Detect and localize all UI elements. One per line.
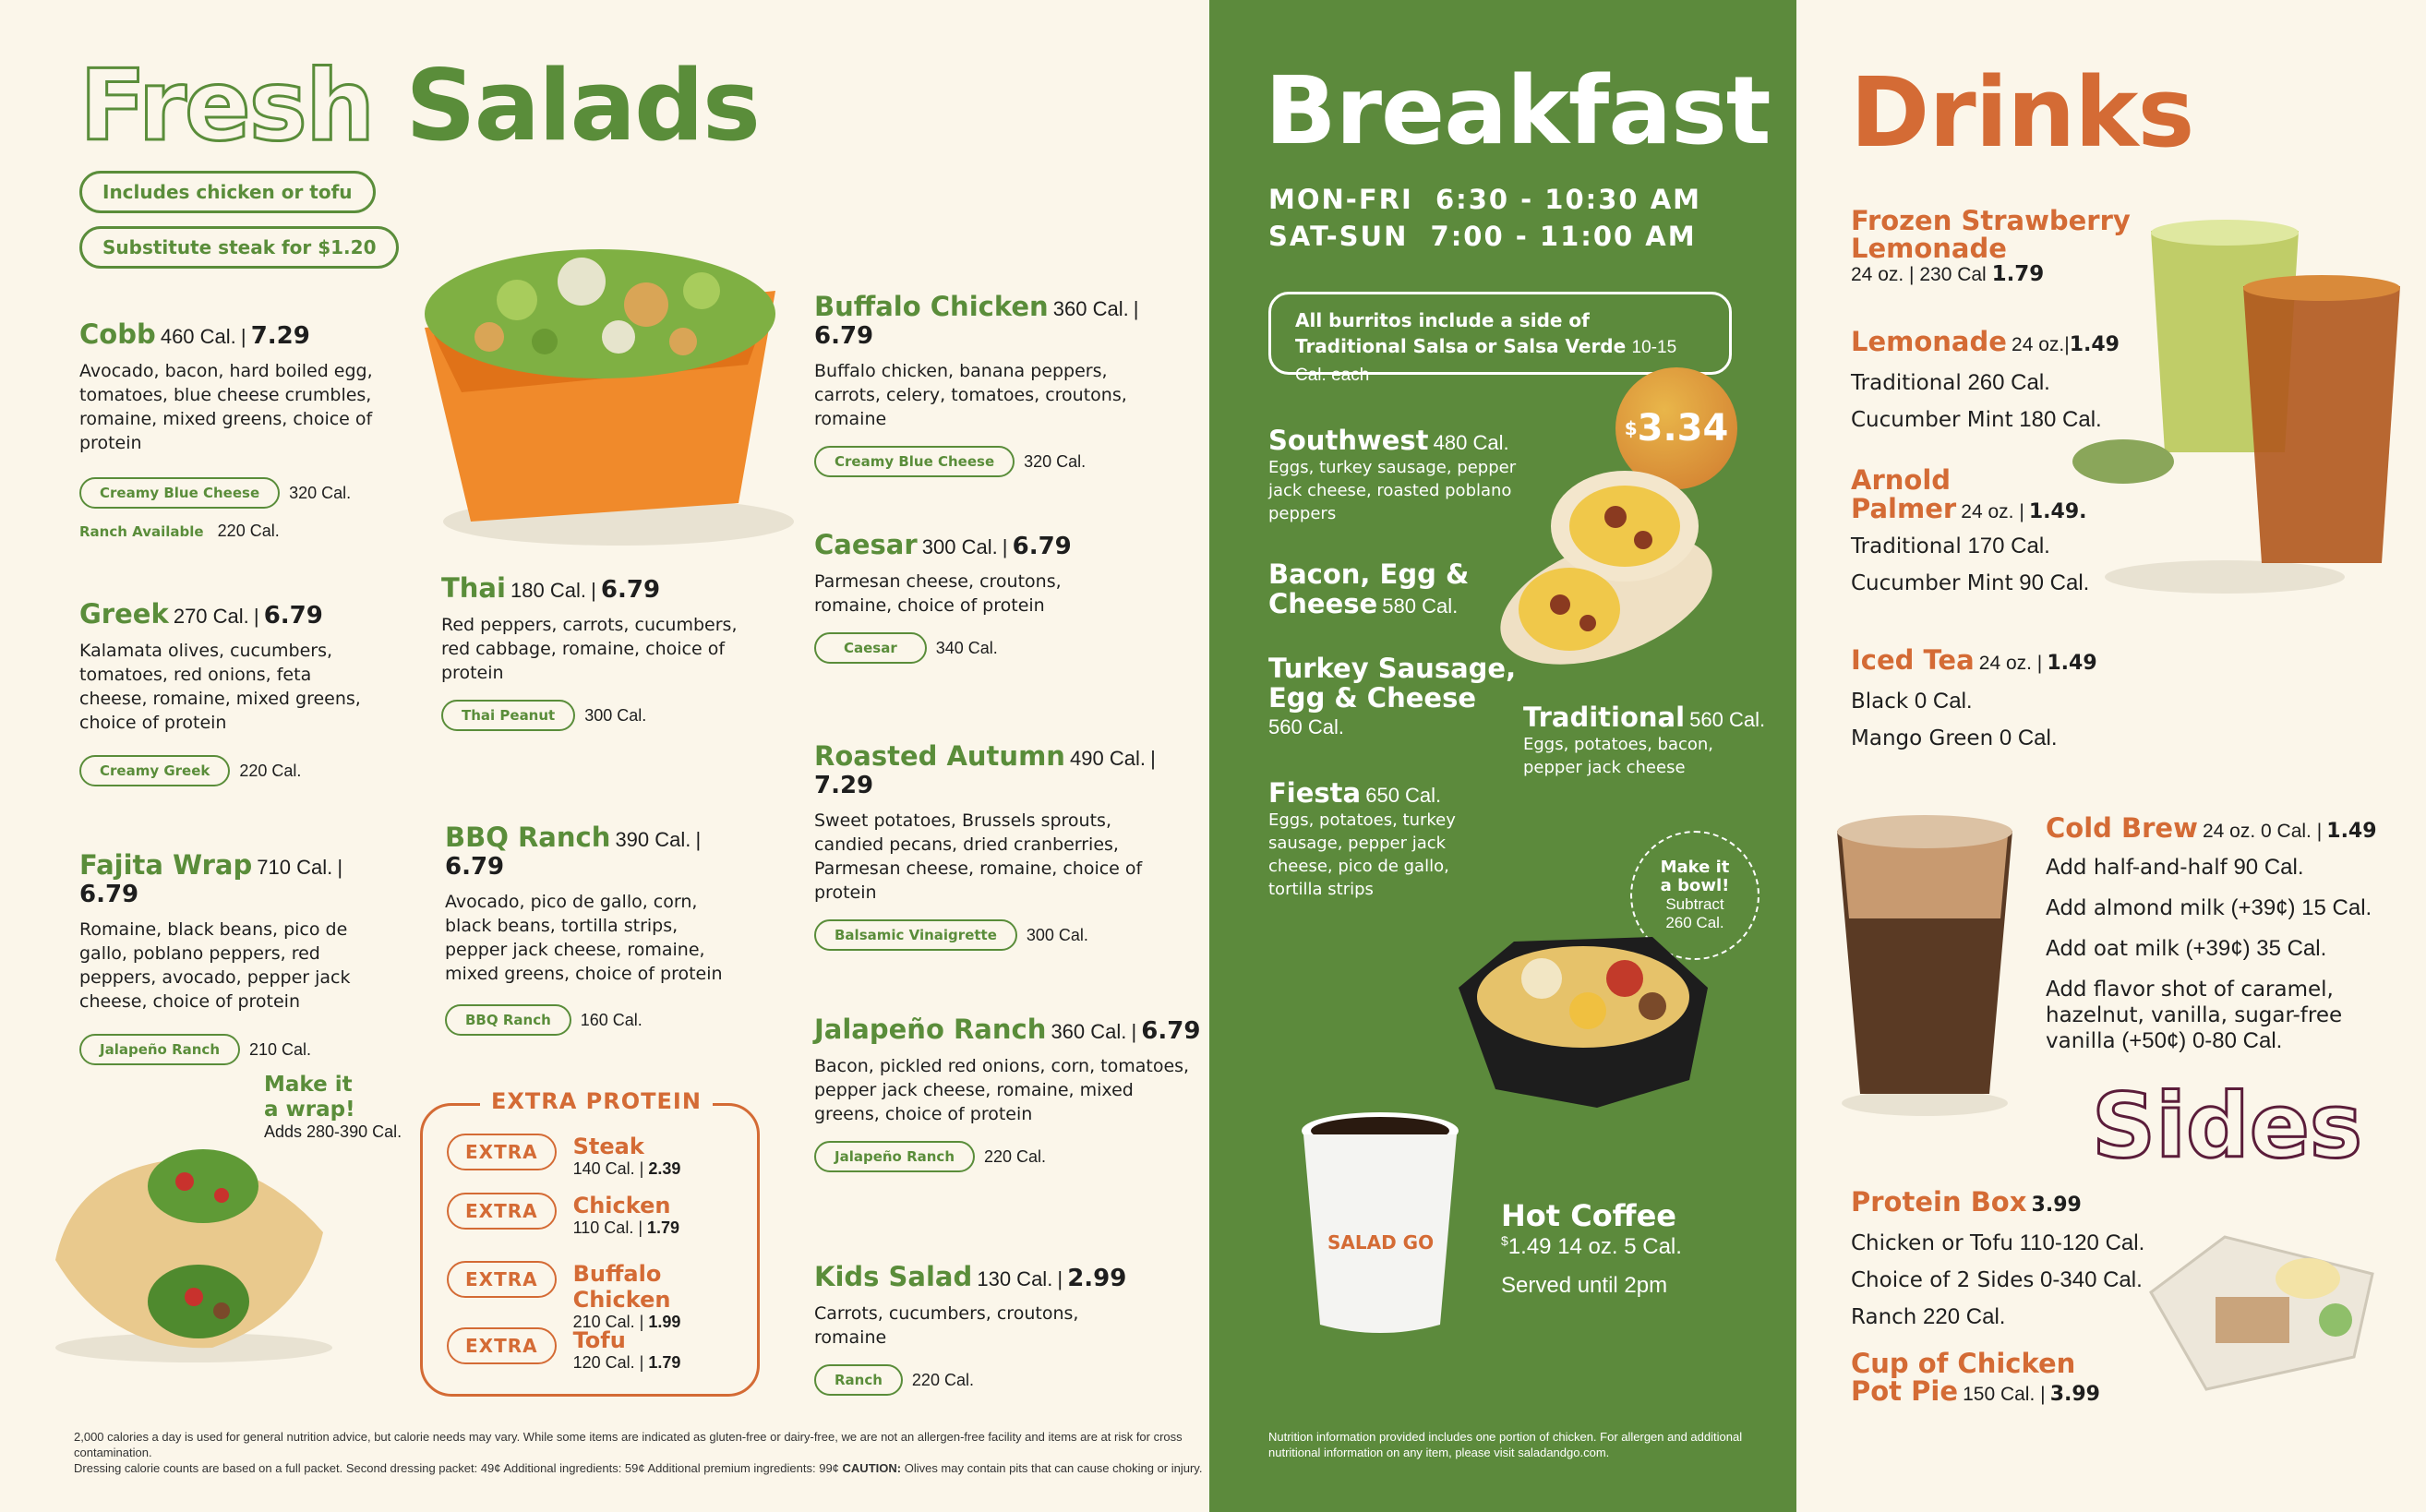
menu-item-cobb: Cobb 460 Cal. | 7.29 Avocado, bacon, hard boiled egg, tomatoes, blue cheese crumbles, romaine, mixed greens, choice of protein Creamy Blue Cheese 320 Cal. Ranch Available 220 Cal. — [79, 318, 384, 541]
bowl-line-2: a bowl! — [1660, 876, 1730, 895]
item-cal: 460 Cal. — [160, 325, 236, 348]
bowl-line-1: Make it — [1660, 858, 1730, 877]
ranch-note-cal: 220 Cal. — [217, 522, 280, 540]
extra-protein-steak: EXTRA Steak 140 Cal. | 2.39 — [447, 1134, 751, 1193]
cold-brew-add: Add oat milk — [2046, 937, 2180, 961]
extra-protein-chicken: EXTRA Chicken 110 Cal. | 1.79 — [447, 1193, 751, 1261]
item-price: 6.79 — [1012, 533, 1072, 560]
drink-option: Mango Green — [1851, 726, 1994, 750]
salads-footnote — [74, 1429, 1209, 1476]
item-desc: Buffalo chicken, banana peppers, carrots, celery, tomatoes, croutons, romaine — [814, 361, 1127, 429]
coffee-name: Hot Coffee — [1501, 1198, 1676, 1233]
drink-name-line-1: Arnold — [1851, 464, 1952, 496]
drink-size: 24 oz. | — [1961, 501, 2024, 522]
side-option: Ranch — [1851, 1305, 1917, 1329]
drink-price: 1.49. — [2028, 500, 2087, 523]
drink-cold-brew — [2046, 812, 2396, 1054]
drink-name-line-1: Frozen Strawberry — [1851, 205, 2131, 236]
item-price: 7.29 — [814, 772, 874, 799]
dressing-pill: Creamy Blue Cheese — [814, 446, 1015, 477]
item-name: Thai — [441, 572, 506, 604]
protein-name: Chicken — [572, 1193, 671, 1218]
drink-option: Traditional — [1851, 534, 1962, 558]
drink-frozen-strawberry-lemonade — [1851, 207, 2131, 286]
extra-protein-buffalo-chicken: EXTRA Buffalo Chicken 210 Cal. | 1.99 — [447, 1261, 751, 1327]
side-price: 3.99 — [2049, 1383, 2100, 1406]
item-name: Buffalo Chicken — [814, 291, 1049, 322]
item-name: Caesar — [814, 529, 918, 560]
drink-option: Cucumber Mint — [1851, 408, 2013, 432]
salad-bowl-image — [406, 226, 794, 549]
protein-price: 1.79 — [648, 1353, 681, 1372]
menu-item-roasted-autumn: Roasted Autumn 490 Cal. | 7.29 Sweet potatoes, Brussels sprouts, candied pecans, dried cranberries, Parmesan cheese, romaine, choice of protein Balsamic Vinaigrette 300 Cal. — [814, 740, 1202, 951]
menu-item-buffalo-chicken: Buffalo Chicken 360 Cal. | 6.79 Buffalo chicken, banana peppers, carrots, celery, tomatoes, croutons, romaine Creamy Blue Cheese 320 Cal. — [814, 291, 1183, 477]
hours-weekend: SAT-SUN 7:00 - 11:00 AM — [1268, 221, 1697, 252]
badge-steak: Substitute steak for $1.20 — [79, 226, 399, 269]
extra-protein-list — [447, 1134, 751, 1373]
title-fresh: Fresh — [79, 49, 374, 162]
dressing-pill: Balsamic Vinaigrette — [814, 919, 1017, 951]
item-cal: 480 Cal. — [1433, 431, 1509, 454]
dressing-pill: Jalapeño Ranch — [79, 1034, 240, 1065]
extra-protein-tofu: EXTRA Tofu 120 Cal. | 1.79 — [447, 1327, 751, 1373]
drink-option-cal: 170 Cal. — [1967, 534, 2050, 558]
item-name-line-2: Egg & Cheese — [1268, 682, 1477, 714]
side-option: Choice of 2 Sides — [1851, 1268, 2035, 1292]
extra-tag: EXTRA — [447, 1134, 557, 1170]
side-cal: 150 Cal. | — [1963, 1384, 2046, 1405]
drink-price: 1.49 — [2069, 333, 2120, 356]
item-cal: 490 Cal. — [1070, 747, 1146, 770]
side-option-cal: 110-120 Cal. — [2019, 1230, 2145, 1255]
dressing-pill: Creamy Blue Cheese — [79, 477, 280, 509]
drink-price: 1.49 — [2326, 820, 2377, 843]
drink-name: Cold Brew — [2046, 812, 2198, 844]
protein-price: 1.79 — [647, 1218, 680, 1237]
item-cal: 270 Cal. — [173, 605, 249, 628]
item-name: Southwest — [1268, 425, 1429, 456]
dressing-pill: BBQ Ranch — [445, 1004, 571, 1036]
menu-item-kids-salad: Kids Salad 130 Cal. | 2.99 Carrots, cucumbers, croutons, romaine Ranch 220 Cal. — [814, 1261, 1202, 1396]
item-cal: 360 Cal. — [1052, 297, 1129, 320]
dressing-cal: 320 Cal. — [289, 483, 352, 502]
item-name: Cobb — [79, 318, 156, 350]
coffee-size: 14 oz. 5 Cal. — [1557, 1234, 1682, 1259]
item-name: Fiesta — [1268, 777, 1362, 809]
dressing-pill: Creamy Greek — [79, 755, 230, 786]
coffee-price: 1.49 — [1507, 1234, 1552, 1259]
drink-name: Iced Tea — [1851, 644, 1975, 676]
drink-option-cal: 0 Cal. — [1999, 726, 2058, 750]
item-price: 6.79 — [445, 853, 505, 881]
breakfast-footnote: Nutrition information provided includes one portion of chicken. For allergen and additional nutritional information on any item, please visit saladandgo.com. — [1268, 1430, 1743, 1459]
item-name-line-1: Turkey Sausage, — [1268, 653, 1517, 684]
drink-size: 24 oz. | 230 Cal — [1851, 264, 1987, 285]
dressing-cal: 220 Cal. — [911, 1370, 974, 1389]
item-name: Kids Salad — [814, 1261, 973, 1292]
cold-brew-add-cal: (+50¢) 0-80 Cal. — [2121, 1028, 2283, 1053]
item-name: Traditional — [1523, 702, 1686, 733]
item-cal: 360 Cal. — [1051, 1020, 1127, 1043]
breakfast-bowl-image — [1440, 923, 1717, 1117]
side-option-cal: 0-340 Cal. — [2040, 1267, 2143, 1292]
cold-brew-add: Add half-and-half — [2046, 856, 2228, 880]
protein-name: Buffalo Chicken — [572, 1261, 671, 1313]
item-cal: 180 Cal. — [510, 579, 586, 602]
dressing-cal: 220 Cal. — [984, 1146, 1047, 1166]
side-price: 3.99 — [2031, 1194, 2082, 1217]
salads-title — [79, 49, 759, 162]
dressing-cal: 320 Cal. — [1024, 451, 1087, 471]
bowl-line-3: Subtract — [1665, 895, 1724, 913]
drink-option-cal: 90 Cal. — [2019, 570, 2090, 595]
drink-price: 1.79 — [1991, 262, 2045, 286]
drink-option-cal: 0 Cal. — [1914, 689, 1973, 714]
coffee-currency: $ — [1501, 1233, 1508, 1248]
drink-price: 1.49 — [2047, 652, 2097, 675]
item-name-line-2: Cheese — [1268, 588, 1378, 619]
drink-size: 24 oz.| — [2012, 334, 2070, 355]
cold-brew-add-cal: (+39¢) 15 Cal. — [2230, 895, 2372, 920]
drink-size: 24 oz. | — [1978, 653, 2043, 674]
cold-brew-image — [1832, 808, 2017, 1122]
protein-box-image — [2142, 1228, 2382, 1394]
item-price: 6.79 — [79, 881, 139, 908]
item-cal: 650 Cal. — [1365, 784, 1442, 807]
item-name: Jalapeño Ranch — [814, 1014, 1047, 1045]
item-name: BBQ Ranch — [445, 822, 611, 853]
burrito-image — [1486, 452, 1745, 674]
item-desc: Avocado, pico de gallo, corn, black beans, tortilla strips, pepper jack cheese, romaine, mixed greens, choice of protein — [445, 892, 723, 984]
hot-coffee — [1501, 1198, 1682, 1299]
hours-weekday: MON-FRI 6:30 - 10:30 AM — [1268, 184, 1702, 215]
dressing-pill: Ranch — [814, 1364, 903, 1396]
dressing-pill: Jalapeño Ranch — [814, 1141, 975, 1172]
extra-tag: EXTRA — [447, 1327, 557, 1364]
protein-price: 2.39 — [648, 1159, 681, 1178]
item-cal: 130 Cal. — [977, 1267, 1053, 1290]
breakfast-item-turkey-sausage — [1268, 654, 1518, 742]
ranch-note: Ranch Available — [79, 523, 204, 540]
item-cal: 560 Cal. — [1268, 715, 1344, 738]
sides-title: Sides — [2092, 1074, 2363, 1178]
item-price: 6.79 — [814, 322, 874, 350]
cold-brew-add-cal: (+39¢) 35 Cal. — [2185, 936, 2327, 961]
wrap-note-cal: Adds 280-390 Cal. — [264, 1122, 402, 1141]
burrito-salsa-note — [1268, 292, 1732, 385]
item-cal: 580 Cal. — [1382, 594, 1459, 618]
breakfast-item-bacon-egg-cheese — [1268, 559, 1518, 623]
protein-cal: 110 Cal. — [572, 1218, 634, 1237]
item-desc: Carrots, cucumbers, croutons, romaine — [814, 1303, 1079, 1348]
dressing-cal: 340 Cal. — [935, 638, 998, 657]
breakfast-item-traditional — [1523, 702, 1772, 779]
side-name-line-2: Pot Pie — [1851, 1375, 1958, 1407]
badge-protein: Includes chicken or tofu — [79, 171, 376, 213]
drinks-title: Drinks — [1850, 56, 2194, 169]
item-cal: 300 Cal. — [921, 535, 998, 558]
footnote-line-2: Dressing calorie counts are based on a full packet. Second dressing packet: 49¢ Additional ingredients: 59¢ Additional premium ingredients: 99¢ — [74, 1461, 839, 1475]
dressing-pill: Caesar — [814, 632, 927, 664]
drink-option-cal: 260 Cal. — [1967, 370, 2050, 395]
item-price: 6.79 — [600, 576, 661, 604]
coffee-cup-image — [1292, 1103, 1468, 1343]
item-desc: Red peppers, carrots, cucumbers, red cabbage, romaine, choice of protein — [441, 615, 738, 683]
item-desc: Avocado, bacon, hard boiled egg, tomatoes, blue cheese crumbles, romaine, mixed greens, choice of protein — [79, 361, 373, 453]
protein-price: 1.99 — [648, 1313, 681, 1331]
extra-protein-title: EXTRA PROTEIN — [480, 1088, 713, 1114]
drink-size: 24 oz. 0 Cal. | — [2202, 821, 2323, 842]
item-desc: Eggs, turkey sausage, pepper jack cheese, roasted poblano peppers — [1268, 458, 1517, 523]
protein-name: Steak — [572, 1134, 644, 1159]
wrap-image — [37, 1131, 342, 1366]
menu-item-greek: Greek 270 Cal. | 6.79 Kalamata olives, cucumbers, tomatoes, red onions, feta cheese, romaine, mixed greens, choice of protein Creamy Greek 220 Cal. — [79, 598, 384, 786]
breakfast-panel — [1209, 0, 1796, 1512]
item-price: 2.99 — [1067, 1265, 1127, 1292]
breakfast-title: Breakfast — [1265, 56, 1771, 166]
item-price: 6.79 — [263, 602, 323, 630]
drink-option-cal: 180 Cal. — [2019, 407, 2102, 432]
breakfast-hours — [1268, 181, 1701, 255]
item-name: Fajita Wrap — [79, 849, 253, 881]
dressing-cal: 300 Cal. — [1026, 925, 1088, 944]
protein-name: Tofu — [572, 1327, 626, 1353]
wrap-note-line-1: Make it — [264, 1073, 353, 1097]
item-name: Greek — [79, 598, 169, 630]
side-protein-box — [1851, 1183, 2144, 1336]
item-cal: 710 Cal. — [257, 856, 333, 879]
side-chicken-pot-pie — [1851, 1350, 2100, 1410]
bowl-line-4: 260 Cal. — [1665, 914, 1724, 931]
side-name-line-1: Cup of Chicken — [1851, 1348, 2076, 1379]
footnote-caution: CAUTION: — [842, 1461, 902, 1475]
item-desc: Romaine, black beans, pico de gallo, poblano peppers, red peppers, avocado, pepper jack cheese, choice of protein — [79, 919, 351, 1012]
menu-item-bbq-ranch: BBQ Ranch 390 Cal. | 6.79 Avocado, pico de gallo, corn, black beans, tortilla strips, pepper jack cheese, romaine, mixed greens, choice of protein BBQ Ranch 160 Cal. — [445, 822, 740, 1036]
coffee-cup-logo: SALAD GO — [1327, 1231, 1435, 1254]
salsa-note-text: All burritos include a side of Traditional Salsa or Salsa Verde — [1295, 309, 1627, 357]
item-desc: Eggs, potatoes, bacon, pepper jack cheese — [1523, 735, 1714, 777]
dressing-cal: 160 Cal. — [580, 1010, 643, 1029]
dressing-cal: 300 Cal. — [584, 705, 647, 725]
salsa-note-cal: 10-15 Cal. each — [1295, 338, 1677, 385]
menu-item-thai: Thai 180 Cal. | 6.79 Red peppers, carrots, cucumbers, red cabbage, romaine, choice of protein Thai Peanut 300 Cal. — [441, 572, 746, 731]
side-option: Chicken or Tofu — [1851, 1231, 2013, 1255]
item-name-line-1: Bacon, Egg & — [1268, 558, 1470, 590]
coffee-note: Served until 2pm — [1501, 1273, 1668, 1298]
footnote-line-3: Olives may contain pits that can cause choking or injury. — [904, 1461, 1203, 1475]
dressing-cal: 210 Cal. — [249, 1039, 312, 1059]
cold-brew-add: Add flavor shot of caramel, hazelnut, vanilla, sugar-free vanilla — [2046, 978, 2343, 1053]
item-desc: Kalamata olives, cucumbers, tomatoes, red onions, feta cheese, romaine, mixed greens, choice of protein — [79, 641, 361, 733]
cold-brew-add: Add almond milk — [2046, 896, 2225, 920]
item-name: Roasted Autumn — [814, 740, 1065, 772]
item-price: 7.29 — [250, 322, 310, 350]
item-desc: Sweet potatoes, Brussels sprouts, candied pecans, dried cranberries, Parmesan cheese, romaine, choice of protein — [814, 810, 1143, 903]
side-option-cal: 220 Cal. — [1923, 1304, 2006, 1329]
extra-tag: EXTRA — [447, 1193, 557, 1230]
price-badge-currency: $ — [1624, 417, 1638, 439]
drink-name-line-2: Lemonade — [1851, 233, 2007, 264]
item-cal: 390 Cal. — [615, 828, 691, 851]
drink-iced-tea — [1851, 642, 2097, 757]
protein-cal: 210 Cal. — [572, 1313, 635, 1331]
footnote-line-1: 2,000 calories a day is used for general nutrition advice, but calorie needs may vary. While some items are indicated as gluten-free or dairy-free, we are not an allergen-free facility and items are at risk for cross contamination. — [74, 1430, 1183, 1459]
drink-name-line-2: Palmer — [1851, 493, 1957, 524]
item-desc: Eggs, potatoes, turkey sausage, pepper jack cheese, pico de gallo, tortilla strips — [1268, 810, 1456, 899]
protein-cal: 120 Cal. — [572, 1353, 635, 1372]
protein-cal: 140 Cal. — [572, 1159, 635, 1178]
wrap-note-line-2: a wrap! — [264, 1098, 355, 1122]
item-cal: 560 Cal. — [1689, 708, 1766, 731]
cold-brew-add-cal: 90 Cal. — [2233, 855, 2304, 880]
drink-option: Cucumber Mint — [1851, 571, 2013, 595]
drink-lemonade — [1851, 323, 2120, 438]
breakfast-item-fiesta — [1268, 777, 1481, 901]
price-badge-value: 3.34 — [1637, 407, 1729, 450]
item-desc: Bacon, pickled red onions, corn, tomatoes, pepper jack cheese, romaine, mixed greens, choice of protein — [814, 1056, 1190, 1124]
extra-tag: EXTRA — [447, 1261, 557, 1298]
drink-name: Lemonade — [1851, 326, 2007, 357]
menu-item-jalapeno-ranch: Jalapeño Ranch 360 Cal. | 6.79 Bacon, pickled red onions, corn, tomatoes, pepper jack cheese, romaine, mixed greens, choice of protein Jalapeño Ranch 220 Cal. — [814, 1014, 1202, 1172]
drink-option: Traditional — [1851, 371, 1962, 395]
side-name: Protein Box — [1851, 1186, 2027, 1218]
title-salads: Salads — [405, 49, 759, 162]
drink-arnold-palmer — [1851, 466, 2089, 602]
dressing-cal: 220 Cal. — [239, 761, 302, 780]
menu-item-caesar: Caesar 300 Cal. | 6.79 Parmesan cheese, croutons, romaine, choice of protein Caesar 340 Cal. — [814, 529, 1183, 664]
drink-option: Black — [1851, 690, 1909, 714]
menu-item-fajita-wrap: Fajita Wrap 710 Cal. | 6.79 Romaine, black beans, pico de gallo, poblano peppers, red peppers, avocado, pepper jack cheese, choice of protein Jalapeño Ranch 210 Cal. — [79, 849, 384, 1065]
item-desc: Parmesan cheese, croutons, romaine, choice of protein — [814, 571, 1062, 616]
item-price: 6.79 — [1141, 1017, 1201, 1045]
dressing-pill: Thai Peanut — [441, 700, 575, 731]
breakfast-item-southwest — [1268, 425, 1518, 525]
